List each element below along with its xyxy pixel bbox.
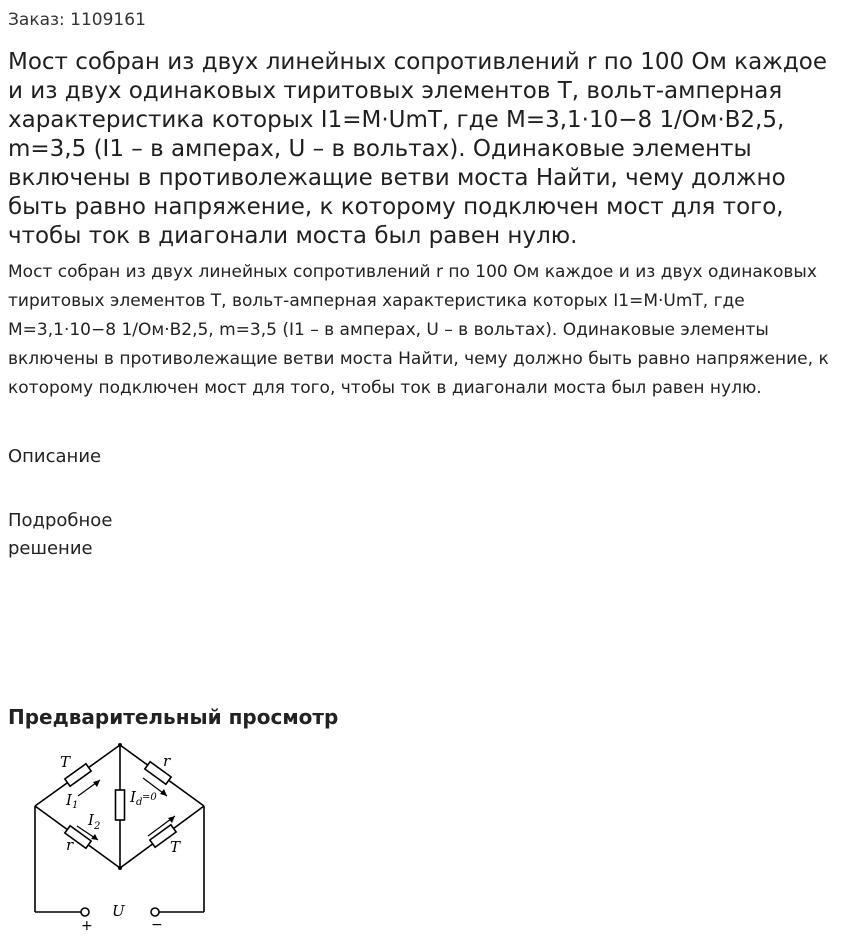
arrowhead-r-top (160, 789, 167, 796)
detailed-solution-link[interactable]: Подробное решение (8, 510, 113, 559)
problem-text: Мост собран из двух линейных сопротивлений r по 100 Ом каждое и из двух одинаковых тиритовых элементов Т, вольт-амперная характеристика которых I1=M·UmT, где M=3,1·10−8 1/Ом·В2,5, m=3,5 (I1 – в амперах, U – в вольтах). Одинаковые элементы включены в противолежащие ветви моста Найти, чему должно быть равно напряжение, к которому подключен мост для того, чтобы ток в диагонали моста был равен нулю. (8, 262, 829, 398)
label-Id-sub: d (136, 797, 143, 808)
node-top (118, 743, 122, 747)
node-bottom (118, 866, 122, 870)
label-T-top: T (60, 753, 71, 771)
bridge-circuit-diagram (20, 738, 220, 933)
problem-title: Мост собран из двух линейных сопротивлений r по 100 Ом каждое и из двух одинаковых тиритовых элементов Т, вольт-амперная характеристика которых I1=M·UmT, где M=3,1·10−8 1/Ом·В2,5, m=3,5 (I1 – в амперах, U – в вольтах). Одинаковые элементы включены в противолежащие ветви моста Найти, чему должно быть равно напряжение, к которому подключен мост для того, чтобы ток в диагонали моста был равен нулю. (8, 49, 828, 249)
label-r-bottom: r (66, 836, 74, 854)
label-plus: + (81, 918, 93, 933)
arrowhead-I1 (93, 780, 100, 787)
label-I1: I (66, 791, 72, 809)
label-r-top: r (163, 752, 171, 770)
label-minus: − (151, 917, 163, 933)
label-Id: I (130, 788, 136, 806)
label-U: U (112, 902, 125, 920)
terminal-minus (151, 908, 159, 916)
label-I1-sub: 1 (72, 800, 79, 811)
bridge-circuit-svg (20, 738, 220, 933)
label-I2-sub: 2 (94, 821, 101, 832)
description-link[interactable]: Описание (8, 446, 102, 467)
arrowhead-T-bottom (168, 816, 175, 823)
diagonal-element (116, 790, 125, 820)
terminal-plus (81, 908, 89, 916)
order-number: Заказ: 1109161 (8, 10, 146, 30)
arrowhead-I2 (91, 834, 98, 840)
label-Id-eq: =0 (142, 792, 157, 803)
preview-heading: Предварительный просмотр (8, 705, 339, 729)
label-T-bottom: T (170, 838, 181, 856)
label-I2: I (88, 811, 94, 829)
